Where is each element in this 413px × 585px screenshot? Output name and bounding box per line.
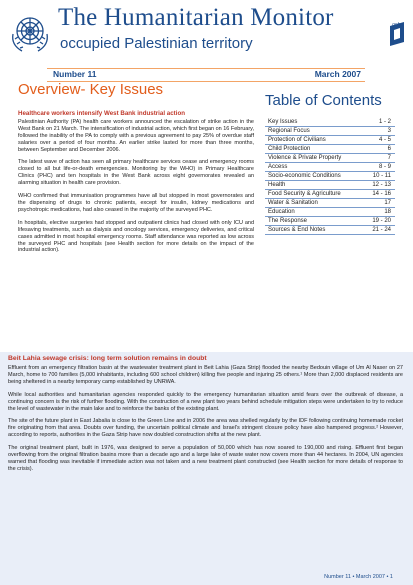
toc-item-label: Socio-economic Conditions — [268, 173, 341, 179]
overview-article — [18, 111, 254, 260]
toc-item-label: Water & Sanitation — [268, 200, 318, 206]
article-heading: Healthcare workers intensify West Bank industrial action — [18, 110, 185, 117]
page-footer: Number 11 • March 2007 • 1 — [324, 574, 393, 580]
article-paragraph: The latest wave of action has seen all primary healthcare services cease and emergency rooms closed to all but life-or-death emergencies. Monitoring by the WHO) in Primary Healthcare Clinics (PHC) and ten hospitals in the West Bank across eight governorates revealed an alarming situation in health care provision. — [18, 159, 254, 187]
toc-item[interactable] — [265, 145, 395, 154]
publication-subtitle: occupied Palestinian territory — [60, 35, 253, 52]
overview-title: Overview- Key Issues — [18, 81, 164, 98]
article-paragraph: The original treatment plant, built in 1976, was designed to serve a population of 50,000 which has now soared to 190,000 and rising. Effluent first began overflowing from the original filtration basins more than a decade ago and a large lake of waste water now covers more than 44 hectares. In 2004, UN agencies warned that flooding was inevitable if immediate action was not taken and a new treatment plant constructed (see Health section for more details of response to the crisis). — [8, 445, 403, 472]
toc-item-label: Education — [268, 209, 295, 215]
toc-item-label: Access — [268, 164, 288, 170]
toc-item-pages: 8 - 9 — [378, 164, 391, 170]
beit-lahia-heading: Beit Lahia sewage crisis: long term solution remains in doubt — [8, 355, 207, 362]
masthead — [0, 0, 413, 66]
toc-item-label: Key Issues — [268, 119, 298, 125]
issue-number: Number 11 — [53, 69, 97, 79]
toc-item-label: The Response — [268, 218, 308, 224]
toc-item[interactable] — [265, 154, 395, 163]
toc-item-pages: 4 - 5 — [378, 137, 391, 143]
toc-item-pages: 18 — [384, 209, 391, 215]
publication-title: The Humanitarian Monitor — [58, 4, 334, 31]
issue-bar — [47, 68, 365, 82]
toc-item[interactable] — [265, 172, 395, 181]
toc-item[interactable] — [265, 118, 395, 127]
toc-item-pages: 3 — [387, 128, 391, 134]
toc-item-pages: 6 — [387, 146, 391, 152]
toc-item[interactable] — [265, 217, 395, 226]
toc-item-pages: 19 - 20 — [372, 218, 391, 224]
toc-item-label: Sources & End Notes — [268, 227, 326, 233]
toc-title: Table of Contents — [265, 92, 382, 109]
toc-item-pages: 21 - 24 — [372, 227, 391, 233]
table-of-contents — [265, 118, 395, 235]
toc-item-label: Regional Focus — [268, 128, 310, 134]
ocha-wordmark: ocha — [392, 22, 403, 28]
toc-item-label: Child Protection — [268, 146, 311, 152]
toc-item-label: Violence & Private Property — [268, 155, 342, 161]
issue-date: March 2007 — [314, 69, 361, 79]
toc-item-pages: 12 - 13 — [372, 182, 391, 188]
article-paragraph: Effluent from an emergency filtration basin at the wastewater treatment plant in Beit Lahia (Gaza Strip) flooded the nearby Bedouin village of Um Al Naser on 27 March, home to 700 families (5,000 inhabitants, including 600 school children) killing five people and injuring 25 others.¹ More than 2,000 displaced residents are being sheltered in a nearby temporary camp established by UNRWA. — [8, 365, 403, 385]
beit-lahia-box — [0, 352, 413, 585]
article-paragraph: In hospitals, elective surgeries had stopped and outpatient clinics had closed with only ICU and lifesaving treatments, such as dialysis and oncology services, emergency deliveries, and critical cases admitted in most hospital emergency rooms. Staff attendance was reported as low across the surveyed PHC and hospitals (see Health section for more details on the impact of the industrial action). — [18, 219, 254, 254]
toc-item[interactable] — [265, 163, 395, 172]
toc-item-pages: 1 - 2 — [378, 119, 391, 125]
toc-item[interactable] — [265, 127, 395, 136]
toc-item[interactable] — [265, 208, 395, 217]
toc-item[interactable] — [265, 181, 395, 190]
article-paragraph: The site of the future plant in East Jabalia is close to the Green Line and in 2006 the area was shelled regularly by the IDF following continuing homemade rocket fire originating from that area. Doubts over funding, the uncertain political climate and Israel's stringent closure policy have also hampered progress.² However, according to reports, authorities in the Gaza Strip have now doubled construction shifts at the new plant. — [8, 418, 403, 439]
un-emblem-icon — [6, 9, 54, 57]
toc-item[interactable] — [265, 190, 395, 199]
toc-item-pages: 7 — [387, 155, 391, 161]
beit-lahia-article — [8, 365, 403, 479]
toc-item-label: Food Security & Agriculture — [268, 191, 341, 197]
article-paragraph: Palestinian Authority (PA) health care workers announced the escalation of strike action in the West Bank on 21 March. The intensification of industrial action, which first began on 16 February, followed the inability of the PA to comply with a previous agreement to pay 25% of overdue staff salaries over a period of four months. An earlier strike lasted for more than three months, between September and December 2006. — [18, 118, 255, 153]
toc-item-label: Protection of Civilians — [268, 137, 326, 143]
toc-item[interactable] — [265, 136, 395, 145]
toc-item-label: Health — [268, 182, 286, 188]
toc-item[interactable] — [265, 199, 395, 208]
toc-item-pages: 10 - 11 — [372, 173, 391, 179]
toc-item-pages: 17 — [384, 200, 391, 206]
article-paragraph: WHO confirmed that immunisation programmes have all but stopped in most governorates and the dispensing of drugs to chronic patients, except for insulin, kidney medications and psychotropic medications, had also ceased in the majority of the surveyed PHC. — [18, 193, 254, 213]
toc-item-pages: 14 - 16 — [372, 191, 391, 197]
toc-item[interactable] — [265, 226, 395, 235]
article-paragraph: While local authorities and humanitarian agencies responded quickly to the emergency humanitarian situation amid fears over the outbreak of disease, a continuing concern is the risk of further flooding. With the construction of a new plant two years behind schedule mitigation steps were undertaken to try to reduce the level of wastewater in the main lake and to reinforce the banks of the existing plant. — [8, 391, 403, 412]
